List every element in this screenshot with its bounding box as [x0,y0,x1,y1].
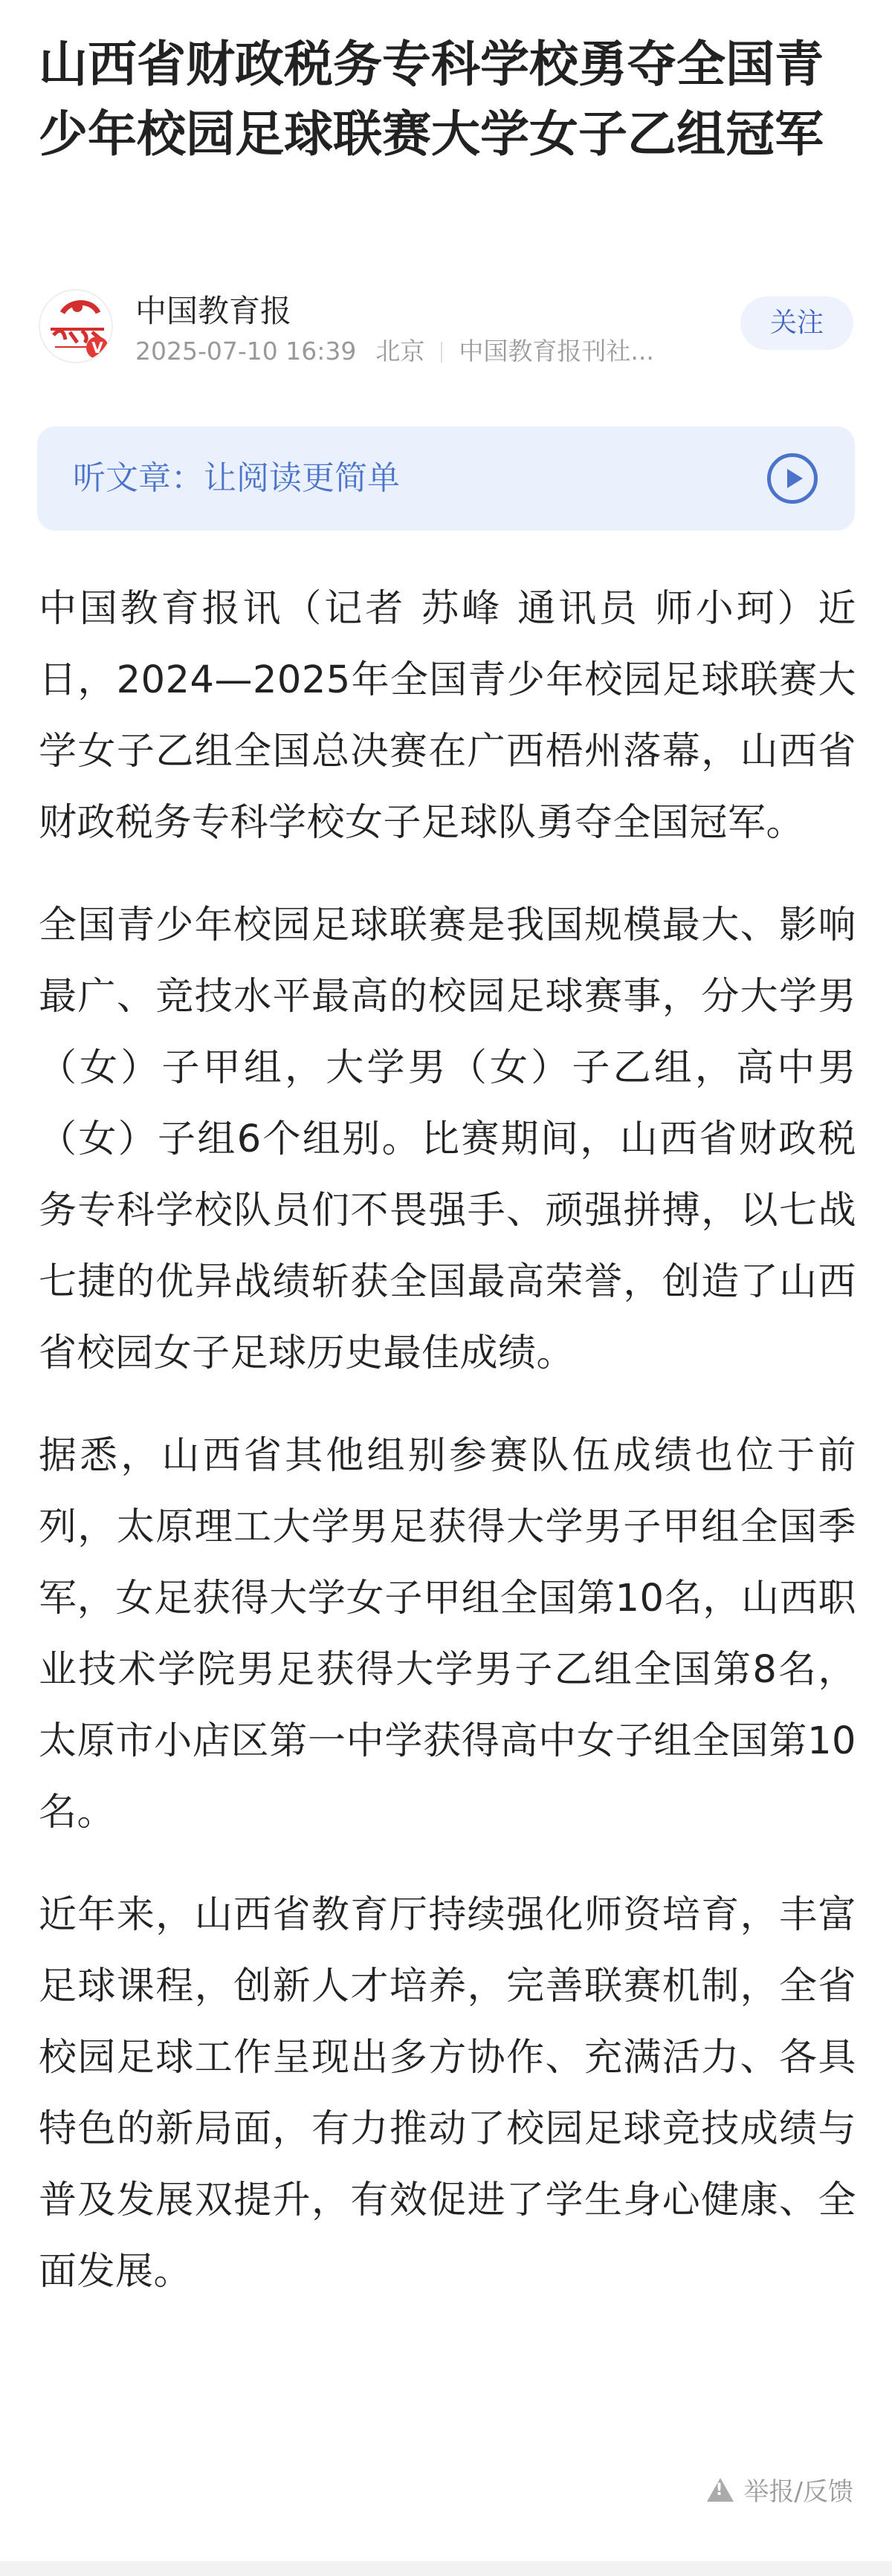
meta-divider [441,342,442,363]
author-avatar[interactable] [39,289,113,363]
author-row [39,286,853,368]
verified-badge: V [86,337,109,359]
listen-article-label: 听文章：让阅读更简单 [73,459,400,497]
article-title: 山西省财政税务专科学校勇夺全国青少年校园足球联赛大学女子乙组冠军 [39,36,824,163]
play-circle-icon[interactable] [767,453,818,504]
author-meta [135,335,654,368]
bottom-divider [0,2561,892,2576]
listen-article-bar[interactable] [37,426,855,531]
report-feedback-link[interactable] [707,2474,853,2510]
article-paragraph: 全国青少年校园足球联赛是我国规模最大、影响最广、竞技水平最高的校园足球赛事，分大学男（女）子甲组，大学男（女）子乙组，高中男（女）子组6个组别。比赛期间，山西省财政税务专科学校队员们不畏强手、顽强拼搏，以七战七捷的优异战绩斩获全国最高荣誉，创造了山西省校园女子足球历史最佳成绩。 [39,903,856,1375]
article-paragraph: 近年来，山西省教育厅持续强化师资培育，丰富足球课程，创新人才培养，完善联赛机制，全省校园足球工作呈现出多方协作、充满活力、各具特色的新局面，有力推动了校园足球竞技成绩与普及发展双提升，有效促进了学生身心健康、全面发展。 [39,1893,856,2294]
article-paragraph: 据悉，山西省其他组别参赛队伍成绩也位于前列，太原理工大学男足获得大学男子甲组全国季军，女足获得大学女子甲组全国第10名，山西职业技术学院男足获得大学男子乙组全国第8名，太原市小店区第一中学获得高中女子组全国第10名。 [39,1434,856,1834]
article-paragraph: 中国教育报讯（记者 苏峰 通讯员 师小珂）近日，2024—2025年全国青少年校园足球联赛大学女子乙组全国总决赛在广西梧州落幕，山西省财政税务专科学校女子足球队勇夺全国冠军。 [39,587,856,845]
article-body [39,574,856,2339]
publish-datetime: 2025-07-10 16:39 [135,337,357,366]
author-name[interactable]: 中国教育报 [135,293,292,329]
author-org: 中国教育报刊社... [459,337,654,366]
publish-location: 北京 [375,337,425,366]
warning-triangle-icon [707,2478,734,2502]
follow-button[interactable]: 关注 [740,296,853,350]
report-feedback-label: 举报/反馈 [743,2477,853,2507]
